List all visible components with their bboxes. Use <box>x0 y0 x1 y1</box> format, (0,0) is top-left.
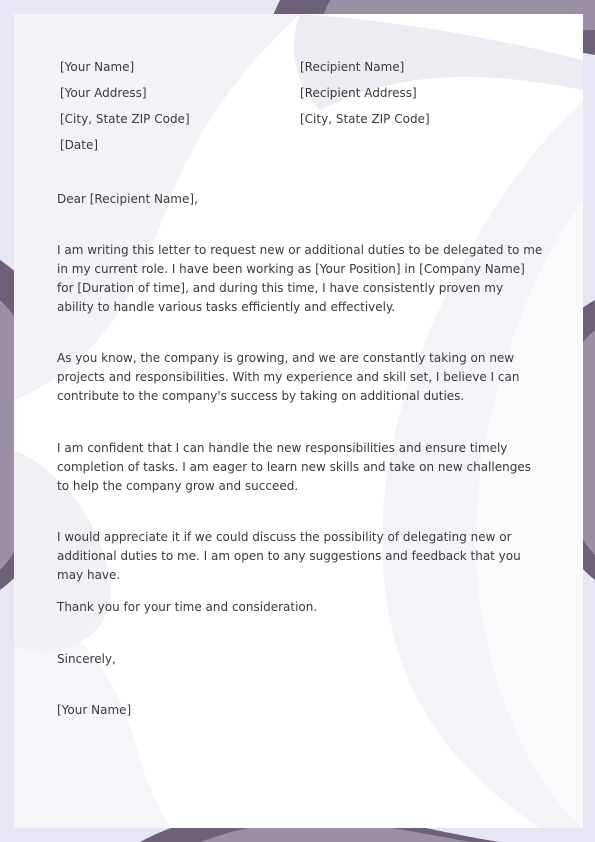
paragraph-thanks: Thank you for your time and consideration. <box>57 600 318 614</box>
sender-city: [City, State ZIP Code] <box>60 112 190 126</box>
signature-name: [Your Name] <box>57 703 132 717</box>
paragraph-growth: As you know, the company is growing, and we are constantly taking on new projects and responsibilities. With my experience and skill set, I believe I can contribute to the company's success by taking on additional duties. <box>57 351 520 403</box>
letter-date: [Date] <box>60 138 99 152</box>
sender-address: [Your Address] <box>60 86 147 100</box>
paragraph-confidence: I am confident that I can handle the new responsibilities and ensure timely completion of tasks. I am eager to learn new skills and take on new challenges to help the company grow and succeed. <box>57 441 531 493</box>
recipient-address: [Recipient Address] <box>300 86 417 100</box>
paragraph-discussion: I would appreciate it if we could discuss the possibility of delegating new or additional duties to me. I am open to any suggestions and feedback that you may have. <box>57 530 521 582</box>
recipient-city: [City, State ZIP Code] <box>300 112 430 126</box>
paragraph-request: I am writing this letter to request new or additional duties to be delegated to me in my current role. I have been working as [Your Position] in [Company Name] for [Duration of time], and during this time, I have consistently proven my ability to handle various tasks efficiently and effectively. <box>57 243 543 314</box>
sender-name: [Your Name] <box>60 60 135 74</box>
greeting: Dear [Recipient Name], <box>57 192 198 206</box>
closing: Sincerely, <box>57 652 116 666</box>
recipient-name: [Recipient Name] <box>300 60 405 74</box>
